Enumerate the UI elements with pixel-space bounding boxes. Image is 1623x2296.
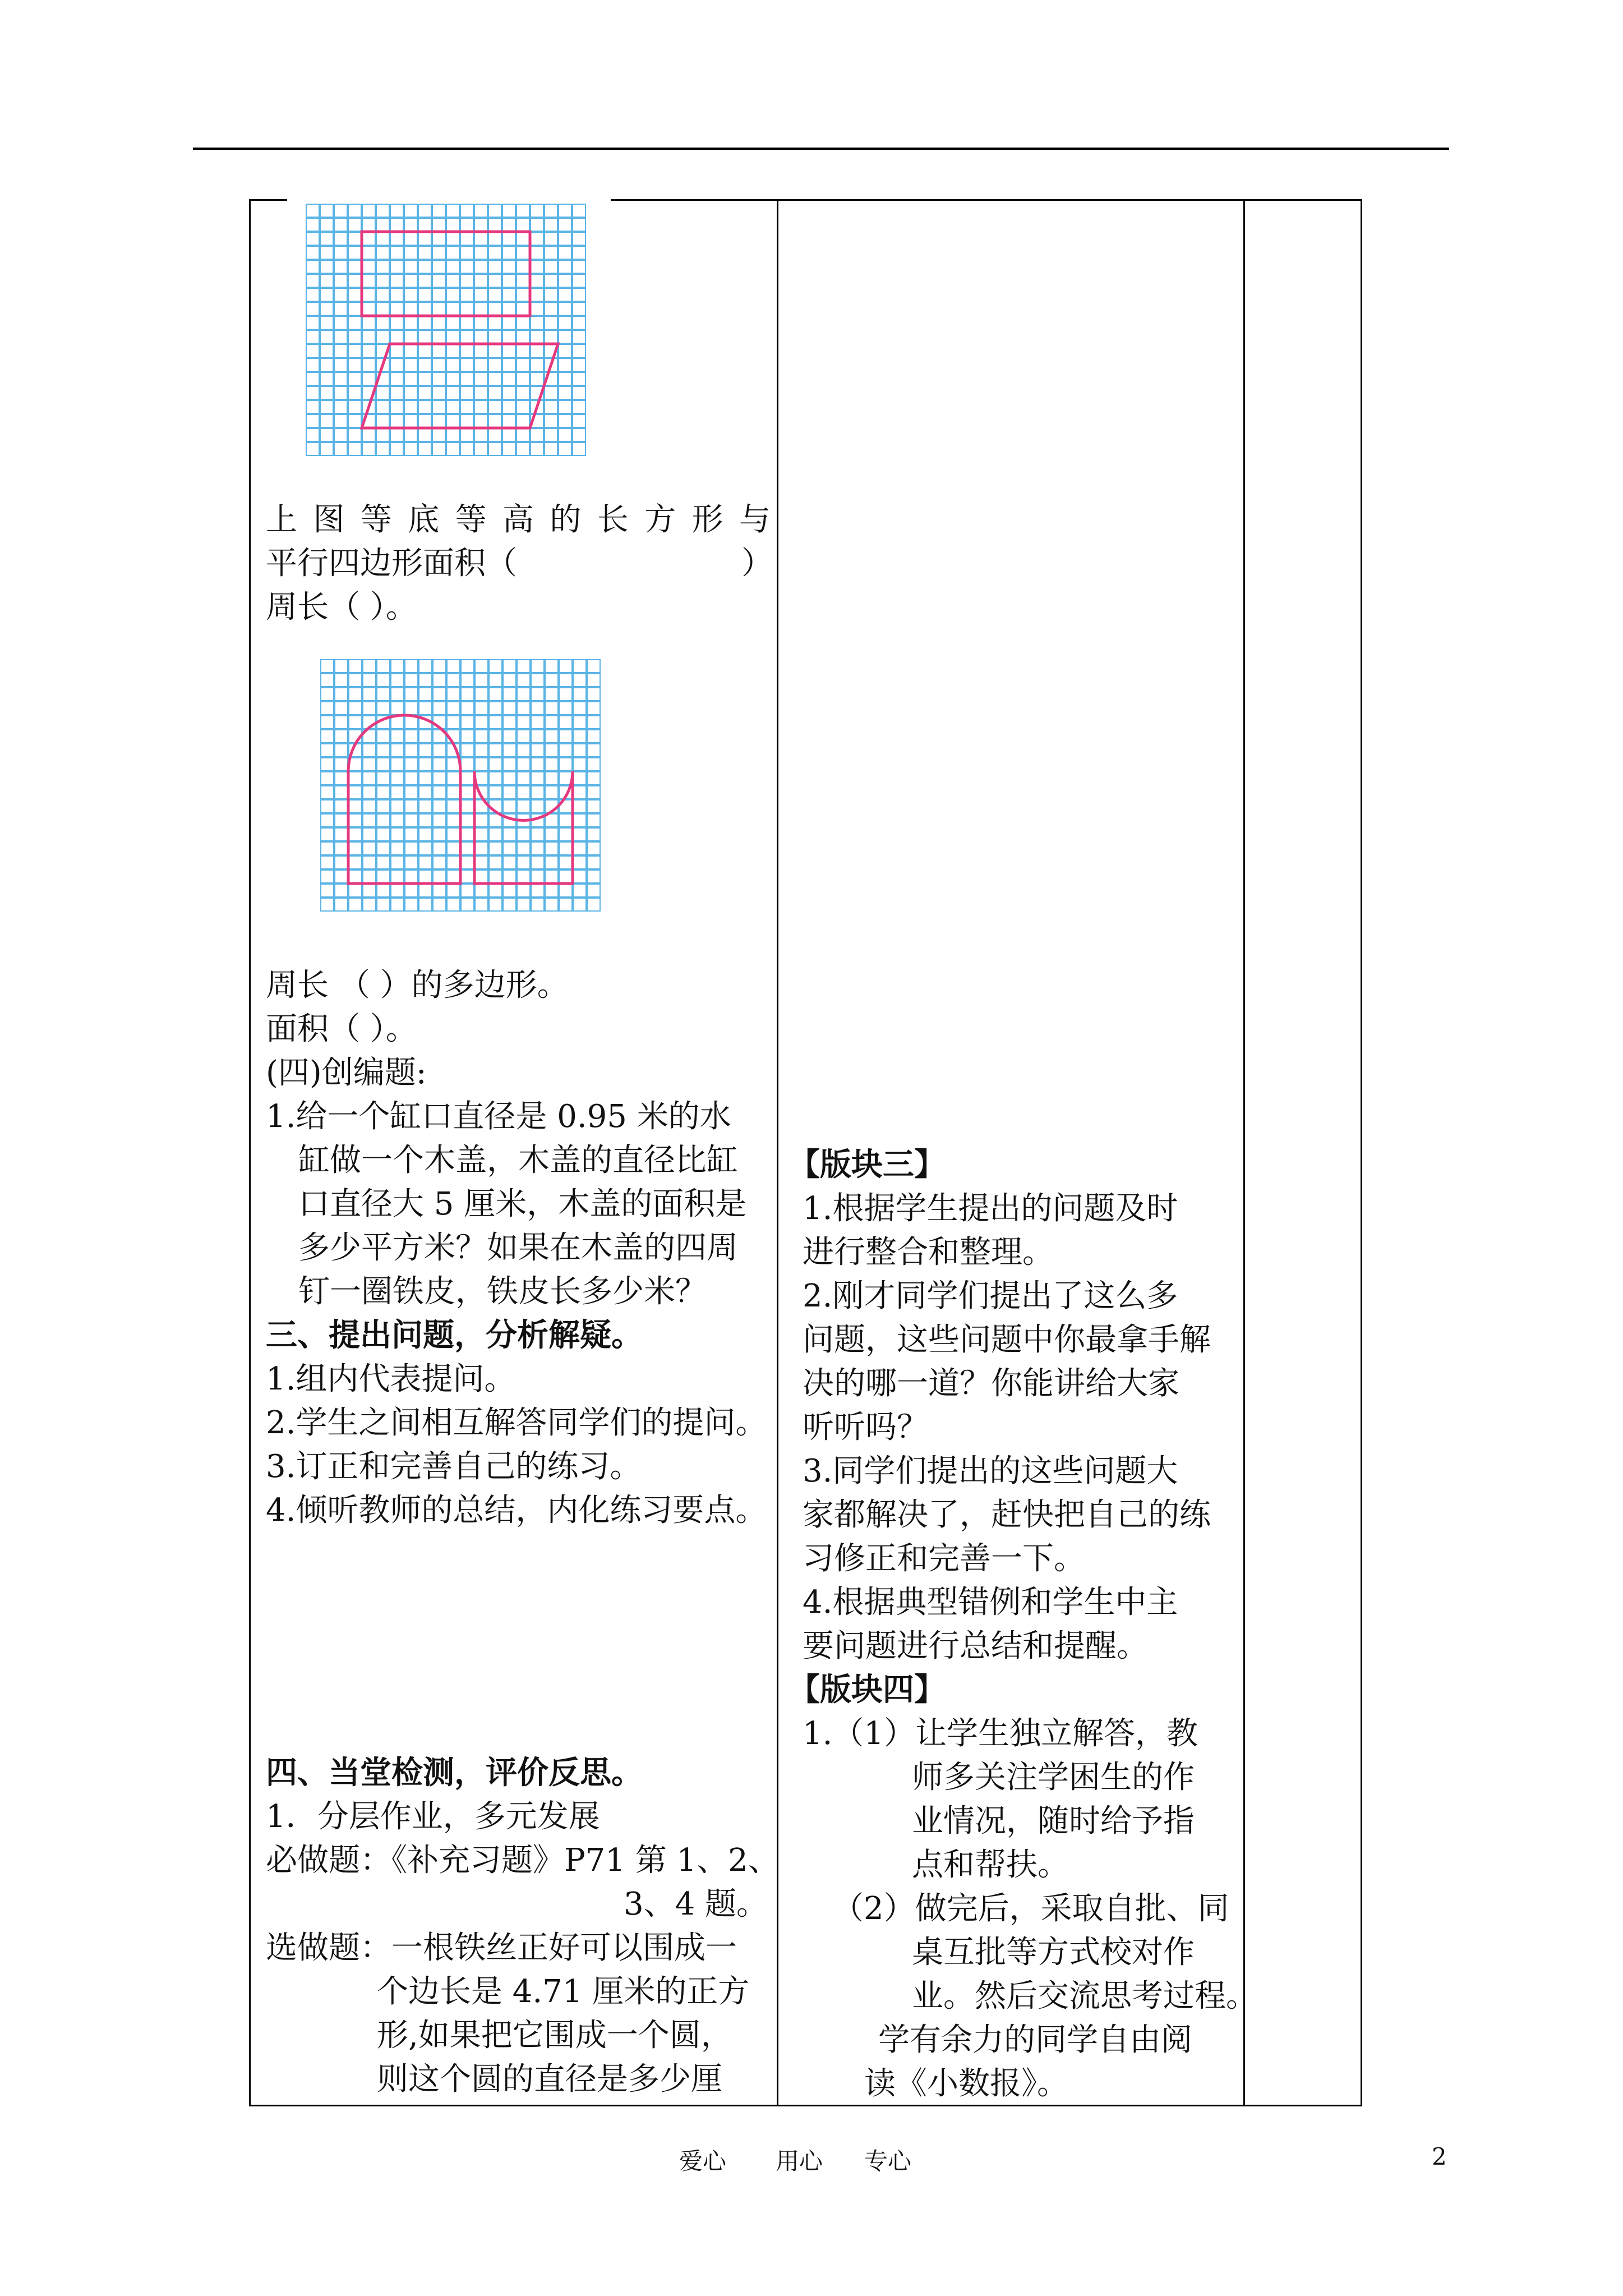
fig2-area-line: 面积（ ）。 [266,1011,417,1047]
block4-item2-line1: （2）做完后，采取自批、同 [832,1890,1229,1927]
fig1-caption-line1: 上图等底等高的长方形与 [266,501,771,538]
table-top-seg2 [611,199,1362,201]
block3-item4-line1: 4.根据典型错例和学生中主 [803,1584,1178,1621]
block4-item3-line2: 读《小数报》。 [864,2065,1068,2102]
section4-heading: 四、当堂检测，评价反思。 [266,1755,643,1791]
block4-item1-line4: 点和帮扶。 [912,1847,1069,1883]
table-border-right [1361,199,1362,2106]
section3-item3: 3.订正和完善自己的练习。 [266,1448,642,1485]
block4-item3-line1: 学有余力的同学自由阅 [878,2022,1192,2058]
block3-title: 【版块三】 [789,1147,946,1183]
block4-item1-line1: 1.（1）让学生独立解答，教 [803,1715,1198,1752]
section3-item2: 2.学生之间相互解答同学们的提问。 [266,1405,767,1441]
block4-item1-line3: 业情况，随时给予指 [912,1803,1195,1839]
question1-line5: 钉一圈铁皮，铁皮长多少米？ [298,1273,707,1310]
block4-item2-line2: 桌互批等方式校对作 [912,1934,1195,1971]
question1-line1: 1.给一个缸口直径是 0.95 米的水 [266,1098,731,1135]
block3-item1-line2: 进行整合和整理。 [803,1234,1054,1271]
footer-word-1: 爱心 [679,2147,727,2175]
fig1-caption-line2b: ） [741,545,773,582]
required-homework-line2: 3、4 题。 [624,1886,768,1922]
question1-line3: 口直径大 5 厘米，木盖的面积是 [298,1186,747,1222]
block3-item2-line3: 决的哪一道？你能讲给大家 [803,1365,1179,1402]
header-rule [193,148,1449,150]
block3-item4-line2: 要问题进行总结和提醒。 [803,1628,1148,1664]
grid-figure-rect-parallelogram [306,204,586,456]
section3-item1: 1.组内代表提问。 [266,1361,516,1397]
block3-item2-line4: 听听吗？ [803,1409,928,1446]
footer-word-3: 专心 [864,2147,912,2175]
table-border-left [249,199,251,2106]
block4-item2-line3: 业。然后交流思考过程。 [912,1978,1257,2014]
fig2-perimeter-line: 周长 （ ）的多边形。 [266,967,569,1004]
page-number: 2 [1432,2143,1447,2170]
section3-item4: 4.倾听教师的总结，内化练习要点。 [266,1492,767,1529]
optional-homework-line3: 形,如果把它围成一个圆， [377,2017,732,2054]
question1-line4: 多少平方米？如果在木盖的四周 [298,1230,738,1266]
block3-item2-line1: 2.刚才同学们提出了这么多 [803,1278,1178,1314]
optional-homework-line4: 则这个圆的直径是多少厘 [377,2061,722,2097]
table-border-col1 [777,199,778,2106]
optional-homework-line2: 个边长是 4.71 厘米的正方 [377,1973,750,2010]
table-top-seg1 [249,199,287,201]
section3-heading: 三、提出问题，分析解疑。 [266,1317,643,1354]
required-homework-line1: 必做题：《补充习题》P71 第 1、2、 [266,1842,780,1879]
grid-figure-arch-cup [320,659,601,912]
block3-item3-line3: 习修正和完善一下。 [803,1540,1085,1577]
block4-item1-line2: 师多关注学困生的作 [912,1759,1195,1796]
section-create-title: (四)创编题: [266,1055,427,1091]
block4-title: 【版块四】 [789,1672,946,1708]
question1-line2: 缸做一个木盖，木盖的直径比缸 [298,1142,738,1179]
block3-item2-line2: 问题，这些问题中你最拿手解 [803,1322,1211,1358]
block3-item3-line1: 3.同学们提出的这些问题大 [803,1453,1178,1489]
table-border-col2 [1243,199,1245,2106]
block3-item1-line1: 1.根据学生提出的问题及时 [803,1190,1178,1227]
optional-homework-line1: 选做题：一根铁丝正好可以围成一 [266,1930,737,1966]
block3-item3-line2: 家都解决了，赶快把自己的练 [803,1497,1211,1533]
footer-word-2: 用心 [776,2147,823,2175]
fig1-caption-line2a: 平行四边形面积（ [266,545,517,582]
lesson-table [249,199,1362,2106]
fig1-caption-line3: 周长（ ）。 [266,589,417,625]
section4-item1: 1．分层作业，多元发展 [266,1798,600,1835]
table-border-bottom [249,2105,1362,2106]
